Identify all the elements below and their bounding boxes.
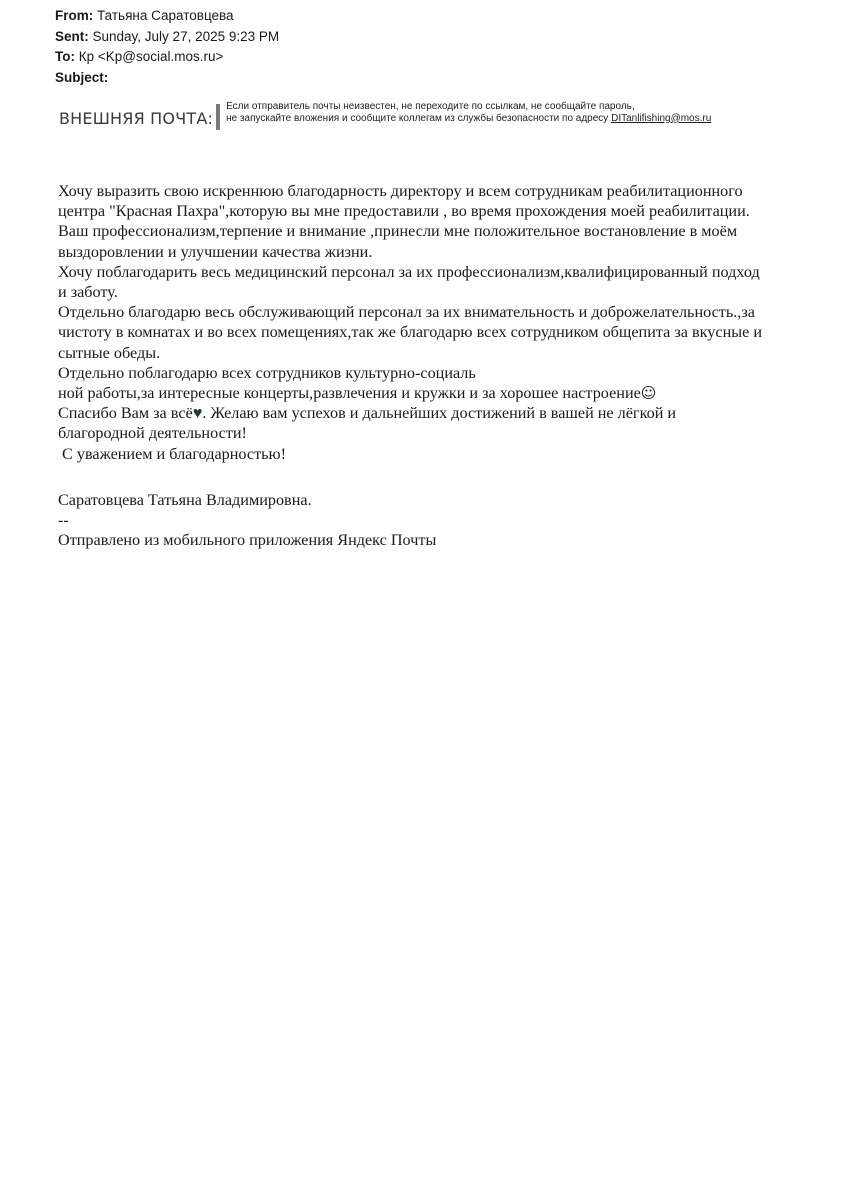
- body-line: центра "Красная Пахра",которую вы мне предоставили , во время прохождения моей реабилитации.: [58, 202, 750, 221]
- security-email-link[interactable]: DITanlifishing@mos.ru: [611, 112, 712, 124]
- body-line: ной работы,за интересные концерты,развлечения и кружки и за хорошее настроение☺: [58, 384, 657, 403]
- sent-row: [55, 27, 279, 48]
- from-value: Татьяна Саратовцева: [97, 8, 234, 23]
- body-line: благородной деятельности!: [58, 424, 247, 443]
- thanks-line: Спасибо Вам за всё♥. Желаю вам успехов и дальнейших достижений в вашей не лёгкой и: [58, 404, 677, 423]
- notice-divider: [216, 104, 220, 130]
- heart-icon: ♥: [192, 404, 203, 423]
- email-body: [58, 181, 838, 550]
- signature: Саратовцева Татьяна Владимировна.: [58, 490, 312, 509]
- external-mail-notice: [59, 101, 711, 130]
- body-line: чистоту в комнатах и во всех помещениях,так же благодарю всех сотрудником общепита за вкусные и: [58, 323, 763, 342]
- to-value: Кр <Kp@social.mos.ru>: [78, 49, 224, 64]
- notice-line-2: не запускайте вложения и сообщите коллегам из службы безопасности по адресу DITanlifishing@mos.ru: [226, 112, 712, 124]
- body-line: Хочу выразить свою искреннюю благодарность директору и всем сотрудникам реабилитационного: [58, 182, 743, 200]
- external-mail-label: ВНЕШНЯЯ ПОЧТА:: [59, 109, 214, 128]
- sent-from-mobile: Отправлено из мобильного приложения Яндекс Почты: [58, 531, 437, 550]
- from-row: [55, 6, 279, 27]
- regards-line: С уважением и благодарностью!: [58, 444, 287, 463]
- subject-row: [55, 68, 279, 89]
- body-line: выздоровлении и улучшении качества жизни.: [58, 242, 373, 261]
- notice-text: [226, 101, 711, 124]
- from-label: From:: [55, 8, 94, 23]
- smile-icon: ☺: [640, 384, 657, 403]
- sent-value: Sunday, July 27, 2025 9:23 PM: [92, 28, 280, 44]
- signature-separator: --: [58, 511, 69, 530]
- body-line: Отдельно благодарю весь обслуживающий персонал за их внимательность и доброжелательность.,за: [58, 303, 755, 322]
- notice-line-1: Если отправитель почты неизвестен, не переходите по ссылкам, не сообщайте пароль,: [226, 101, 635, 112]
- sent-label: Sent:: [55, 28, 89, 44]
- body-line: сытные обеды.: [58, 343, 161, 362]
- body-line: Хочу поблагодарить весь медицинский персонал за их профессионализм,квалифицированный подход: [58, 262, 760, 281]
- email-header: [55, 6, 279, 88]
- body-line: Ваш профессионализм,терпение и внимание ,принесли мне положительное востановление в моём: [58, 222, 738, 241]
- to-label: To:: [55, 49, 75, 64]
- body-line: Отдельно поблагодарю всех сотрудников культурно-социаль: [58, 363, 476, 382]
- to-row: [55, 47, 279, 68]
- body-line: и заботу.: [58, 283, 118, 302]
- subject-label: Subject:: [55, 69, 109, 85]
